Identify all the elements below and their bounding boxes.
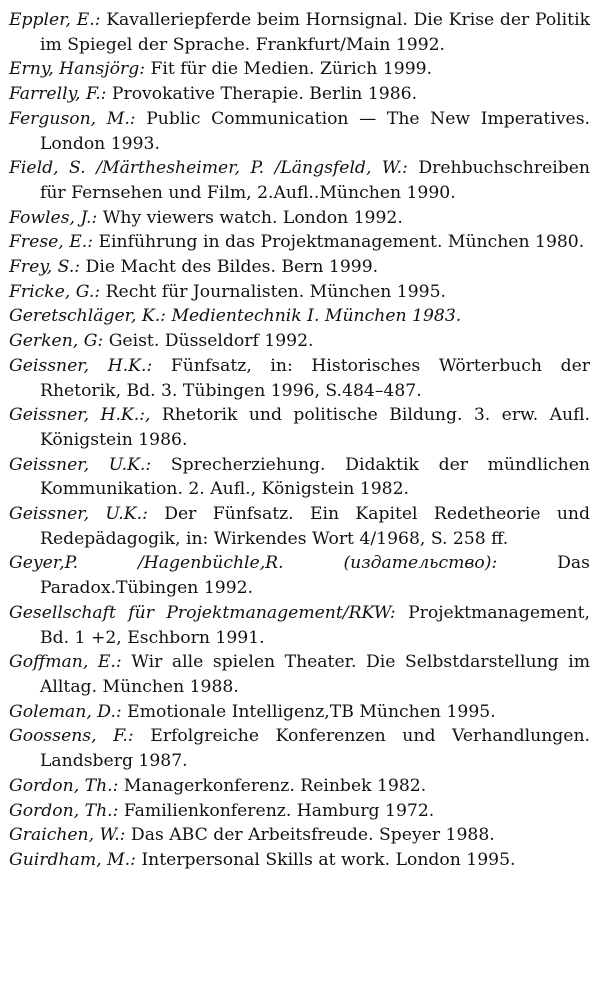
entry-author: Goffman, E.: (9, 652, 122, 673)
entry-author: Geissner, H.K.:, (9, 405, 151, 426)
entry-author: Geissner, U.K.: (9, 454, 152, 475)
bibliography-entry (9, 156, 590, 205)
entry-author: Fowles, J.: (9, 207, 98, 228)
entry-text: Rhetorik und politische Bildung. 3. erw. Aufl. Königstein 1986. (40, 405, 590, 450)
bibliography-entry (9, 551, 590, 600)
entry-text: Projektmanagement, Bd. 1 +2, Eschborn 1991. (40, 602, 590, 648)
entry-author: Gordon, Th.: (9, 775, 119, 796)
bibliography-entry (9, 700, 590, 725)
entry-author: Eppler, E.: (9, 10, 101, 30)
entry-text: Wir alle spielen Theater. Die Selbstdarstellung im Alltag. München 1988. (40, 652, 590, 697)
bibliography-entry (9, 601, 590, 650)
entry-author: Gesellschaft für Projektmanagement/RKW: (9, 602, 396, 623)
bibliography-entry (9, 8, 590, 57)
entry-author: Frese, E.: (9, 232, 94, 253)
bibliography-entry (9, 650, 590, 699)
entry-text: Sprecherziehung. Didaktik der mündlichen Kommunikation. 2. Aufl., Königstein 1982. (40, 454, 590, 500)
entry-text: Einführung in das Projektmanagement. München 1980. (93, 232, 585, 253)
entry-text: Recht für Journalisten. München 1995. (100, 281, 446, 302)
entry-text: Why viewers watch. London 1992. (97, 207, 403, 228)
bibliography-entry (9, 255, 590, 280)
entry-author: Goossens, F.: (9, 726, 134, 747)
entry-text: Fünfsatz, in: Historisches Wörterbuch der Rhetorik, Bd. 3. Tübingen 1996, S.484–487. (40, 355, 590, 401)
bibliography-entry (9, 82, 590, 107)
entry-author: Geyer,P. /Hagenbüchle,R. (издательство): (9, 553, 498, 574)
bibliography-entry (9, 280, 590, 305)
entry-text: Das ABC der Arbeitsfreude. Speyer 1988. (125, 825, 495, 846)
bibliography-entry (9, 823, 590, 848)
bibliography-entry (9, 304, 590, 329)
entry-author: Geissner, U.K.: (9, 504, 148, 525)
bibliography-entry (9, 354, 590, 403)
entry-text: Die Macht des Bildes. Bern 1999. (80, 257, 379, 278)
bibliography-entry (9, 848, 590, 873)
entry-text: Geist. Düsseldorf 1992. (103, 331, 314, 352)
bibliography-entry (9, 206, 590, 231)
entry-author: Fricke, G.: (9, 281, 101, 302)
entry-author: Gerken, G: (9, 331, 104, 352)
entry-author: Goleman, D.: (9, 701, 122, 722)
entry-text: Das Paradox.Tübingen 1992. (40, 553, 591, 599)
bibliography-entry (9, 774, 590, 799)
entry-author: Graichen, W.: (9, 825, 126, 846)
entry-text: Familienkonferenz. Hamburg 1972. (118, 800, 435, 821)
entry-author: Field, S. /Märthesheimer, P. /Längsfeld, W.: (9, 158, 408, 179)
entry-text: Erfolgreiche Konferenzen und Verhandlungen. Landsberg 1987. (40, 726, 590, 772)
entry-text: Kavalleriepferde beim Hornsignal. Die Krise der Politik im Spiegel der Sprache. Frankfurt/Main 1992. (40, 10, 590, 55)
bibliography-entry (9, 57, 590, 82)
entry-author: Farrelly, F.: (9, 84, 107, 105)
bibliography-entry (9, 230, 590, 255)
entry-text: Emotionale Intelligenz,TB München 1995. (121, 701, 496, 722)
entry-text: Managerkonferenz. Reinbek 1982. (118, 775, 427, 796)
bibliography-entry (9, 453, 590, 502)
entry-text: Provokative Therapie. Berlin 1986. (106, 84, 418, 105)
bibliography-entry (9, 724, 590, 773)
entry-author: Geretschläger, K.: Medientechnik I. München 1983. (9, 306, 462, 327)
entry-author: Frey, S.: (9, 257, 81, 278)
bibliography-entry (9, 107, 590, 156)
entry-text: Interpersonal Skills at work. London 1995. (135, 849, 516, 870)
entry-text: Fit für die Medien. Zürich 1999. (145, 59, 433, 80)
entry-author: Erny, Hansjörg: (9, 59, 145, 80)
bibliography-entry (9, 329, 590, 354)
entry-text: Der Fünfsatz. Ein Kapitel Redetheorie und Redepädagogik, in: Wirkendes Wort 4/1968, S. 258 ff. (40, 504, 591, 549)
entry-author: Gordon, Th.: (9, 800, 119, 821)
bibliography-entry (9, 799, 590, 824)
entry-author: Guirdham, M.: (9, 849, 136, 870)
entry-text: Public Communication — The New Imperatives. London 1993. (40, 108, 590, 154)
entry-author: Ferguson, M.: (9, 108, 136, 129)
entry-text: Drehbuchschreiben für Fernsehen und Film, 2.Aufl..München 1990. (40, 158, 590, 203)
entry-author: Geissner, H.K.: (9, 355, 153, 376)
bibliography-entry (9, 502, 590, 551)
bibliography-entry (9, 403, 590, 452)
